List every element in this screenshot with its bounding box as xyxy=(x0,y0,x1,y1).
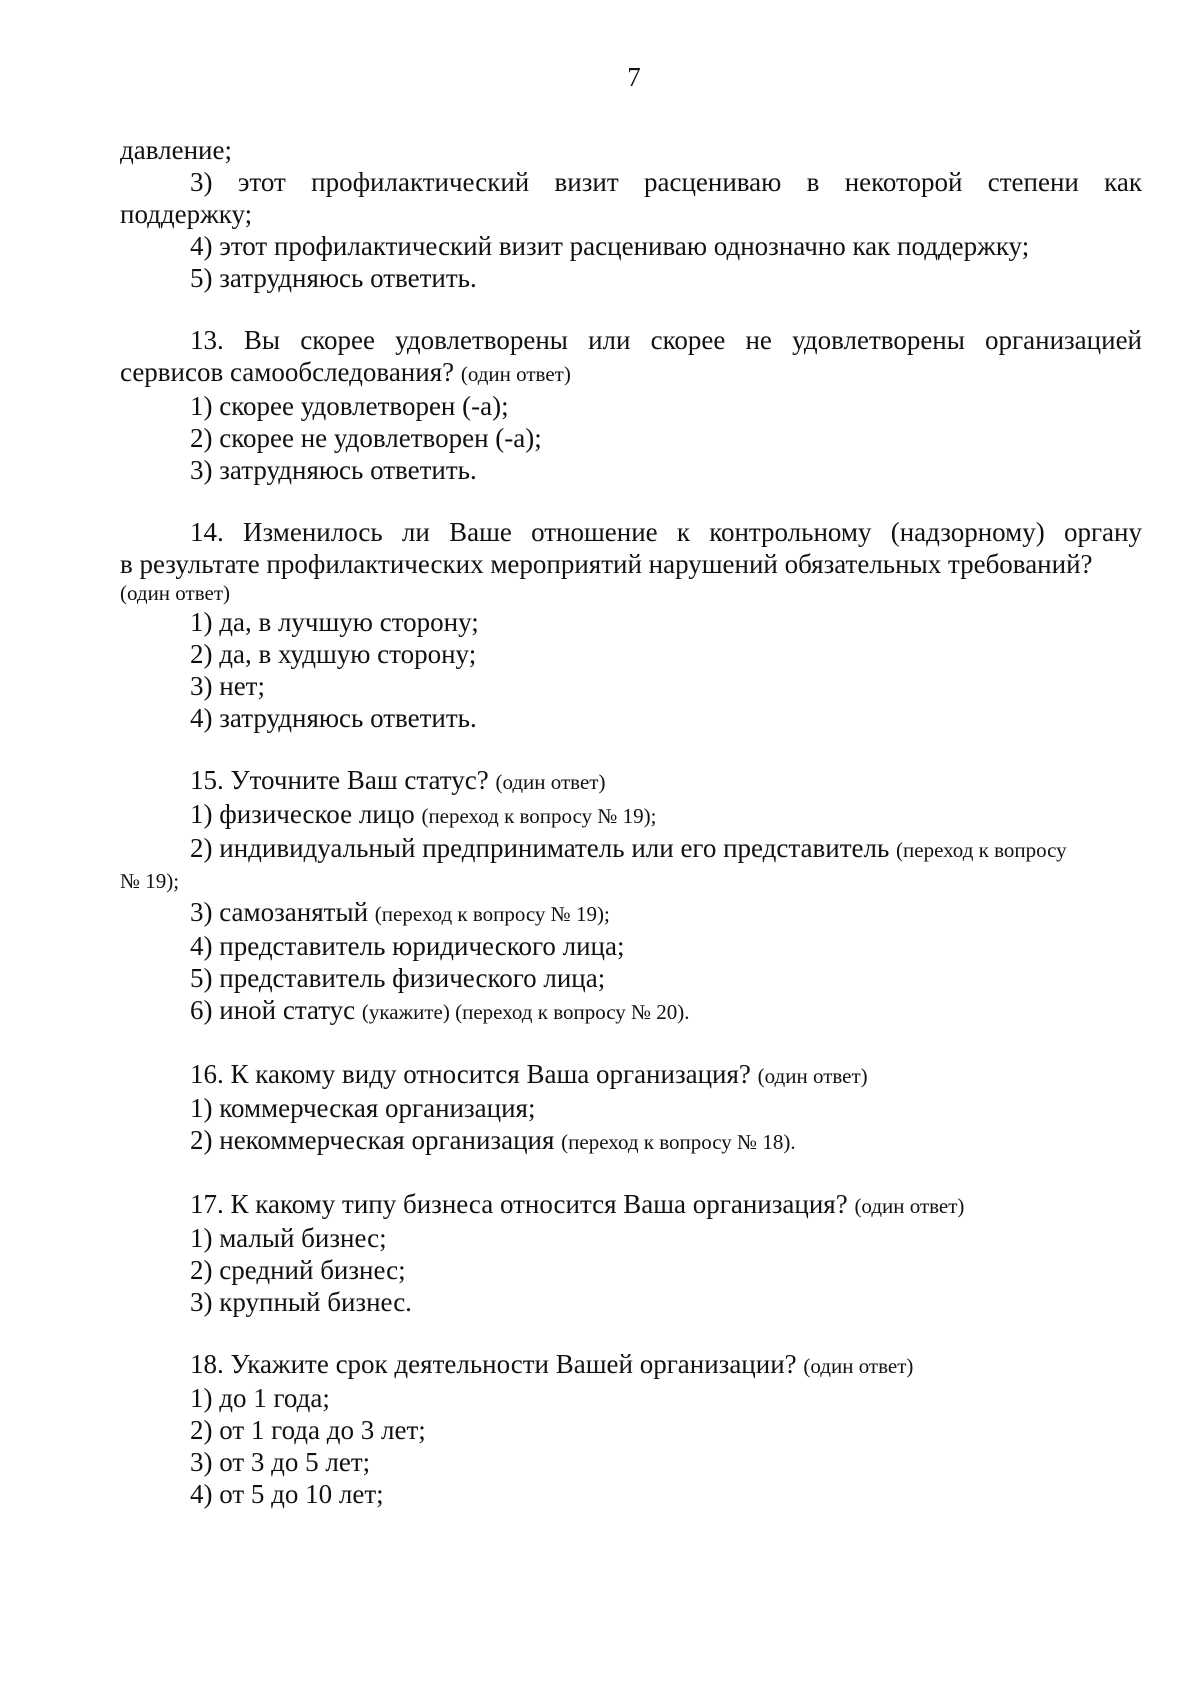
answer-type-note: (один ответ) xyxy=(757,1064,868,1088)
option-note: (переход к вопросу № 19); xyxy=(421,804,657,828)
answer-option: 2) от 1 года до 3 лет; xyxy=(190,1415,426,1445)
option-note: (укажите) (переход к вопросу № 20). xyxy=(361,1000,690,1024)
answer-option: 4) этот профилактический визит расцениваю однозначно как поддержку; xyxy=(190,231,1030,261)
question-13 xyxy=(120,324,1142,486)
option-label: 3) самозанятый xyxy=(190,897,369,927)
answer-option: 1) малый бизнес; xyxy=(190,1223,387,1253)
question-title: 16. К какому виду относится Ваша организация? xyxy=(190,1059,751,1089)
answer-option: 5) затрудняюсь ответить. xyxy=(190,263,477,293)
question-title: 15. Уточните Ваш статус? xyxy=(190,765,489,795)
answer-option: 3) от 3 до 5 лет; xyxy=(190,1447,371,1477)
option-label: 1) физическое лицо xyxy=(190,799,415,829)
answer-option: 1) коммерческая организация; xyxy=(190,1093,536,1123)
answer-option xyxy=(120,1124,1142,1158)
question-text: 13. Вы скорее удовлетворены или скорее не удовлетворены организацией xyxy=(190,325,1142,355)
option-label: 6) иной статус xyxy=(190,995,356,1025)
answer-type-note: (один ответ) xyxy=(120,581,230,605)
answer-option: 3) этот профилактический визит расцениваю в некоторой степени как xyxy=(190,167,1142,197)
question-text-continuation: в результате профилактических мероприятий нарушений обязательных требований? xyxy=(120,549,1093,579)
answer-option: 4) от 5 до 10 лет; xyxy=(190,1479,384,1509)
question-text-part: сервисов самообследования? xyxy=(120,357,455,387)
document-body xyxy=(120,134,1142,1510)
answer-option: 4) затрудняюсь ответить. xyxy=(190,703,477,733)
option-note: (переход к вопросу № 18). xyxy=(561,1130,796,1154)
answer-type-note: (один ответ) xyxy=(495,770,606,794)
spacer xyxy=(120,294,1142,324)
answer-option: 2) скорее не удовлетворен (-а); xyxy=(190,423,542,453)
question-18 xyxy=(120,1348,1142,1510)
question-14 xyxy=(120,516,1142,734)
answer-option: 1) скорее удовлетворен (-а); xyxy=(190,391,509,421)
spacer xyxy=(120,1028,1142,1058)
option-note: (переход к вопросу xyxy=(896,838,1067,862)
answer-option-continuation: поддержку; xyxy=(120,199,253,229)
option-note: (переход к вопросу № 19); xyxy=(374,902,610,926)
answer-option: 1) да, в лучшую сторону; xyxy=(190,607,479,637)
answer-option xyxy=(120,994,1142,1028)
question-text xyxy=(120,1188,1142,1222)
answer-option xyxy=(120,896,1142,930)
question-text xyxy=(120,764,1142,798)
answer-option xyxy=(120,832,1142,866)
question-title: 18. Укажите срок деятельности Вашей организации? xyxy=(190,1349,797,1379)
answer-option: 2) да, в худшую сторону; xyxy=(190,639,477,669)
question-text xyxy=(120,1058,1142,1092)
question-text: 14. Изменилось ли Ваше отношение к контрольному (надзорному) органу xyxy=(190,517,1142,547)
answer-option: 4) представитель юридического лица; xyxy=(190,931,625,961)
question-16 xyxy=(120,1058,1142,1158)
question-17 xyxy=(120,1188,1142,1318)
answer-type-note: (один ответ) xyxy=(460,362,571,386)
answer-type-note: (один ответ) xyxy=(854,1194,965,1218)
answer-option: 5) представитель физического лица; xyxy=(190,963,606,993)
text-line: давление; xyxy=(120,135,232,165)
question-12-continuation xyxy=(120,134,1142,294)
question-text xyxy=(120,1348,1142,1382)
spacer xyxy=(120,486,1142,516)
spacer xyxy=(120,1318,1142,1348)
answer-type-note: (один ответ) xyxy=(803,1354,914,1378)
answer-option: 3) нет; xyxy=(190,671,265,701)
answer-option: 2) средний бизнес; xyxy=(190,1255,406,1285)
option-label: 2) некоммерческая организация xyxy=(190,1125,555,1155)
option-label: 2) индивидуальный предприниматель или его представитель xyxy=(190,833,890,863)
question-15 xyxy=(120,764,1142,1028)
answer-option: 1) до 1 года; xyxy=(190,1383,330,1413)
spacer xyxy=(120,734,1142,764)
answer-option xyxy=(120,798,1142,832)
question-text-continuation xyxy=(120,356,1142,390)
spacer xyxy=(120,1158,1142,1188)
page-number: 7 xyxy=(627,62,641,92)
answer-option: 3) крупный бизнес. xyxy=(190,1287,412,1317)
option-note-continuation: № 19); xyxy=(120,869,180,893)
question-title: 17. К какому типу бизнеса относится Ваша организация? xyxy=(190,1189,848,1219)
answer-option: 3) затрудняюсь ответить. xyxy=(190,455,477,485)
